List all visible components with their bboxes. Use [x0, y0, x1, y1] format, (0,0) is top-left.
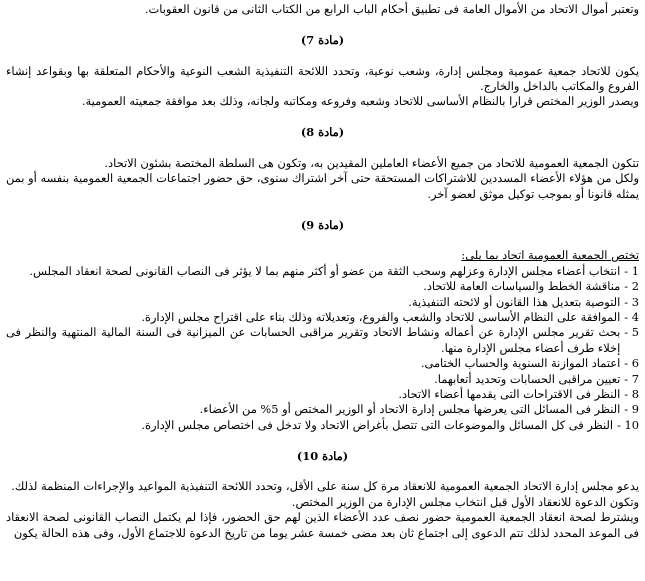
list-item-number: 10 -	[617, 417, 639, 432]
list-item-number: 6 -	[624, 356, 639, 371]
article-9-intro: تختص الجمعية العمومية اتحاد بما يلى:	[461, 248, 639, 263]
list-item	[6, 325, 639, 356]
article-8-paragraph-2: ولكل من هؤلاء الأعضاء المسددين للاشتراكات المستحقة حتى آخر اشتراك سنوى، حق حضور اجتماعات الجمعية العمومية بنفسه أو بمن يمثله قانونا أو بموجب توكيل موثق لعضو آخر.	[6, 171, 639, 201]
spacer	[6, 433, 639, 448]
list-item-number: 7 -	[624, 371, 639, 386]
list-item-text: النظر فى المسائل التى يعرضها مجلس إدارة الاتحاد أو الوزير المختص أو 5% من الأعضاء.	[199, 402, 621, 417]
list-item-text: اعتماد الموازنة السنوية والحساب الختامى.	[420, 356, 621, 371]
list-item-number: 3 -	[624, 294, 639, 309]
article-10-paragraph-1: يدعو مجلس إدارة الاتحاد الجمعية العمومية للانعقاد مرة كل سنة على الأقل، وتحدد اللائحة التنفيذية المواعيد والإجراءات المنظمة لذلك.	[11, 479, 639, 494]
article-9-heading: (مادة 9)	[300, 217, 345, 232]
list-item	[6, 418, 639, 433]
list-item-text: التوصية بتعديل هذا القانون أو لائحته التنفيذية.	[408, 294, 621, 309]
article-8-heading: (مادة 8)	[300, 125, 345, 140]
article-9-list	[6, 264, 639, 433]
list-item-number: 5 -	[624, 325, 639, 340]
list-item-text: مناقشة الخطط والسياسات العامة للاتحاد.	[423, 279, 621, 294]
list-item-text: النظر فى كل المسائل والموضوعات التى تتصل بأغراض الاتحاد ولا تدخل فى اختصاص مجلس الإدارة.	[141, 417, 614, 432]
spacer	[6, 233, 639, 248]
list-item	[6, 295, 639, 310]
list-item-text: بحث تقرير مجلس الإدارة عن أعماله ونشاط الاتحاد وتقرير مراقبى الحسابات عن الميزانية فى السنة المالية المنتهية والنظر فى إخلاء طرف أعضاء مجلس الإدارة منها.	[6, 325, 621, 355]
list-item-text: الموافقة على النظام الأساسى للاتحاد والشعب والفروع، وتعديلاته وذلك بناء على اقتراح مجلس الإدارة.	[141, 310, 621, 325]
article-7-paragraph-1: يكون للاتحاد جمعية عمومية ومجلس إدارة، وشعب نوعية، وتحدد اللائحة التنفيذية الشعب النوعية والأحكام المتعلقة بها وبقواعد إنشاء الفروع والمكاتب بالداخل والخارج.	[6, 63, 639, 93]
list-item	[6, 356, 639, 371]
list-item	[6, 372, 639, 387]
list-item-number: 2 -	[624, 279, 639, 294]
list-item	[6, 310, 639, 325]
spacer	[6, 110, 639, 125]
list-item	[6, 387, 639, 402]
list-item-number: 4 -	[624, 310, 639, 325]
article-10-paragraph-2: وتكون الدعوة للانعقاد الأول قبل انتخاب مجلس الإدارة من الوزير المختص.	[291, 494, 639, 509]
article-8-paragraph-1: تتكون الجمعية العمومية للاتحاد من جميع الأعضاء العاملين المقيدين به، وتكون هى السلطة المختصة بشئون الاتحاد.	[104, 156, 639, 170]
list-item-text: النظر فى الاقتراحات التى يقدمها أعضاء الاتحاد.	[398, 387, 621, 402]
list-item	[6, 264, 639, 279]
list-item-number: 8 -	[624, 387, 639, 402]
spacer	[6, 17, 639, 32]
list-item	[6, 402, 639, 417]
spacer	[6, 202, 639, 217]
intro-paragraph: وتعتبر أموال الاتحاد من الأموال العامة فى تطبيق أحكام الباب الرابع من الكتاب الثانى من قانون العقوبات.	[144, 2, 639, 16]
list-item-number: 1 -	[624, 263, 639, 278]
article-10-paragraph-3: ويشترط لصحة انعقاد الجمعية العمومية حضور نصف عدد الأعضاء الذين لهم حق الحضور، فإذا لم يكتمل النصاب القانونى لصحة الانعقاد فى الموعد المحدد لذلك تتم الدعوى إلى اجتماع ثان بعد مضى خمسة عشر يوما من تاريخ الدعوة للاجتماع الأول، وفى هذه الحالة يكون	[6, 510, 639, 540]
spacer	[6, 141, 639, 156]
article-7-heading: (مادة 7)	[300, 32, 345, 47]
spacer	[6, 48, 639, 63]
list-item-text: تعيين مراقبى الحسابات وتحديد أتعابهما.	[434, 371, 621, 386]
list-item	[6, 279, 639, 294]
article-10-heading: (مادة 10)	[296, 448, 349, 463]
list-item-number: 9 -	[624, 402, 639, 417]
list-item-text: انتخاب أعضاء مجلس الإدارة وعزلهم وسحب الثقة من عضو أو أكثر منهم بما لا يؤثر فى النصاب القانونى لصحة انعقاد المجلس.	[29, 263, 621, 278]
article-7-paragraph-2: ويصدر الوزير المختص قرارا بالنظام الأساسى للاتحاد وشعبه وفروعه ومكاتبه ولجانه، وذلك بعد موافقة جمعيته العمومية.	[81, 94, 639, 109]
spacer	[6, 464, 639, 479]
